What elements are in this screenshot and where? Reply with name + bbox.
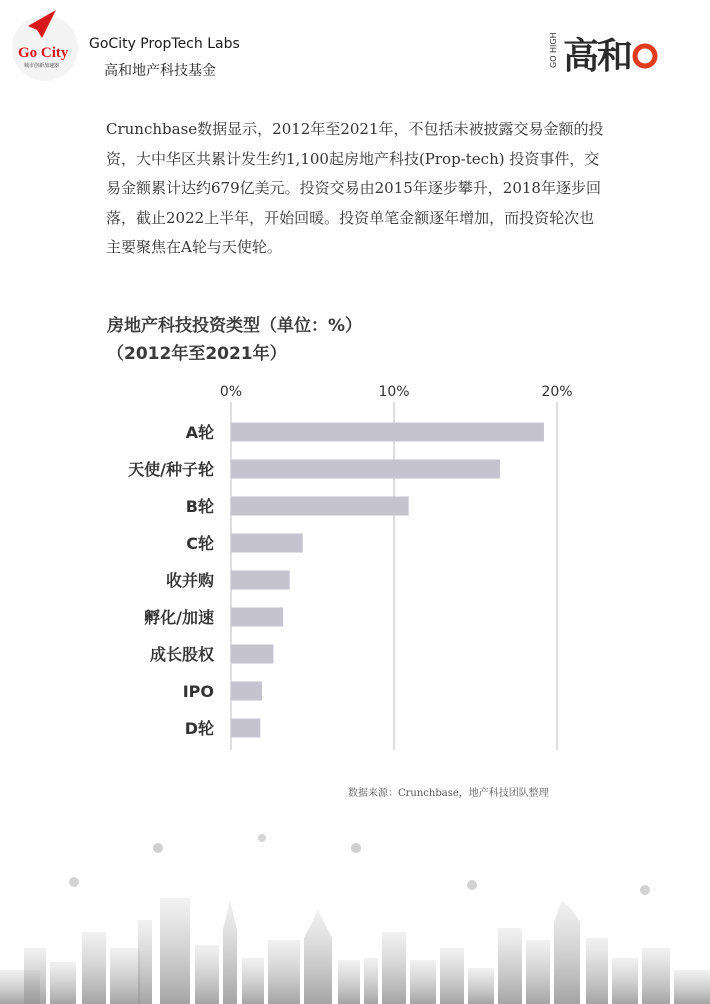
org-name-en: GoCity PropTech Labs bbox=[89, 36, 240, 52]
chart-title bbox=[107, 312, 362, 368]
bar bbox=[231, 719, 260, 738]
x-tick-label: 20% bbox=[541, 384, 573, 400]
bar bbox=[231, 423, 544, 442]
page-header bbox=[0, 0, 710, 100]
category-label: 成长股权 bbox=[149, 645, 214, 664]
city-skyline-illustration bbox=[0, 830, 710, 1004]
bar bbox=[231, 682, 262, 701]
chart-subtitle: （2012年至2021年） bbox=[107, 344, 287, 364]
org-name-cn: 高和地产科技基金 bbox=[104, 63, 216, 79]
x-tick-label: 0% bbox=[219, 384, 243, 400]
bar bbox=[231, 460, 500, 479]
bar-chart bbox=[0, 370, 710, 770]
category-label: IPO bbox=[182, 682, 214, 701]
source-note: 数据来源：Crunchbase，地产科技团队整理 bbox=[348, 788, 549, 799]
category-label: 收并购 bbox=[165, 571, 214, 590]
bars bbox=[231, 423, 544, 738]
gocity-logo bbox=[10, 8, 80, 83]
bar bbox=[231, 534, 303, 553]
category-label: C轮 bbox=[186, 534, 214, 553]
bar bbox=[231, 497, 409, 516]
svg-text:高和: 高和 bbox=[563, 36, 632, 77]
bar bbox=[231, 571, 290, 590]
category-label: 天使/种子轮 bbox=[128, 460, 214, 479]
svg-text:Go City: Go City bbox=[18, 45, 69, 61]
svg-text:GO HIGH: GO HIGH bbox=[549, 32, 558, 68]
category-label: A轮 bbox=[185, 423, 214, 442]
article-paragraph: Crunchbase数据显示，2012年至2021年，不包括未被披露交易金额的投资，大中华区共累计发生约1,100起房地产科技(Prop-tech) 投资事件，交易金额累计达约679亿美元。投资交易由2015年逐步攀升，2018年逐步回落，截止2022上半年，开始回暖。投资单笔金额逐年增加，而投资轮次也主要聚焦在A轮与天使轮。 bbox=[106, 120, 604, 257]
bar bbox=[231, 645, 273, 664]
gohigh-logo bbox=[546, 24, 666, 84]
x-tick-labels bbox=[220, 384, 573, 400]
x-tick-label: 10% bbox=[378, 384, 410, 400]
orange-ring-icon bbox=[635, 46, 655, 66]
svg-text:城市创新加速器: 城市创新加速器 bbox=[24, 63, 60, 69]
chart-title-main: 房地产科技投资类型（单位：%） bbox=[107, 316, 363, 336]
category-label: B轮 bbox=[185, 497, 214, 516]
category-label: 孵化/加速 bbox=[144, 608, 214, 627]
bar bbox=[231, 608, 283, 627]
category-label: D轮 bbox=[184, 719, 214, 738]
category-labels bbox=[128, 423, 215, 738]
